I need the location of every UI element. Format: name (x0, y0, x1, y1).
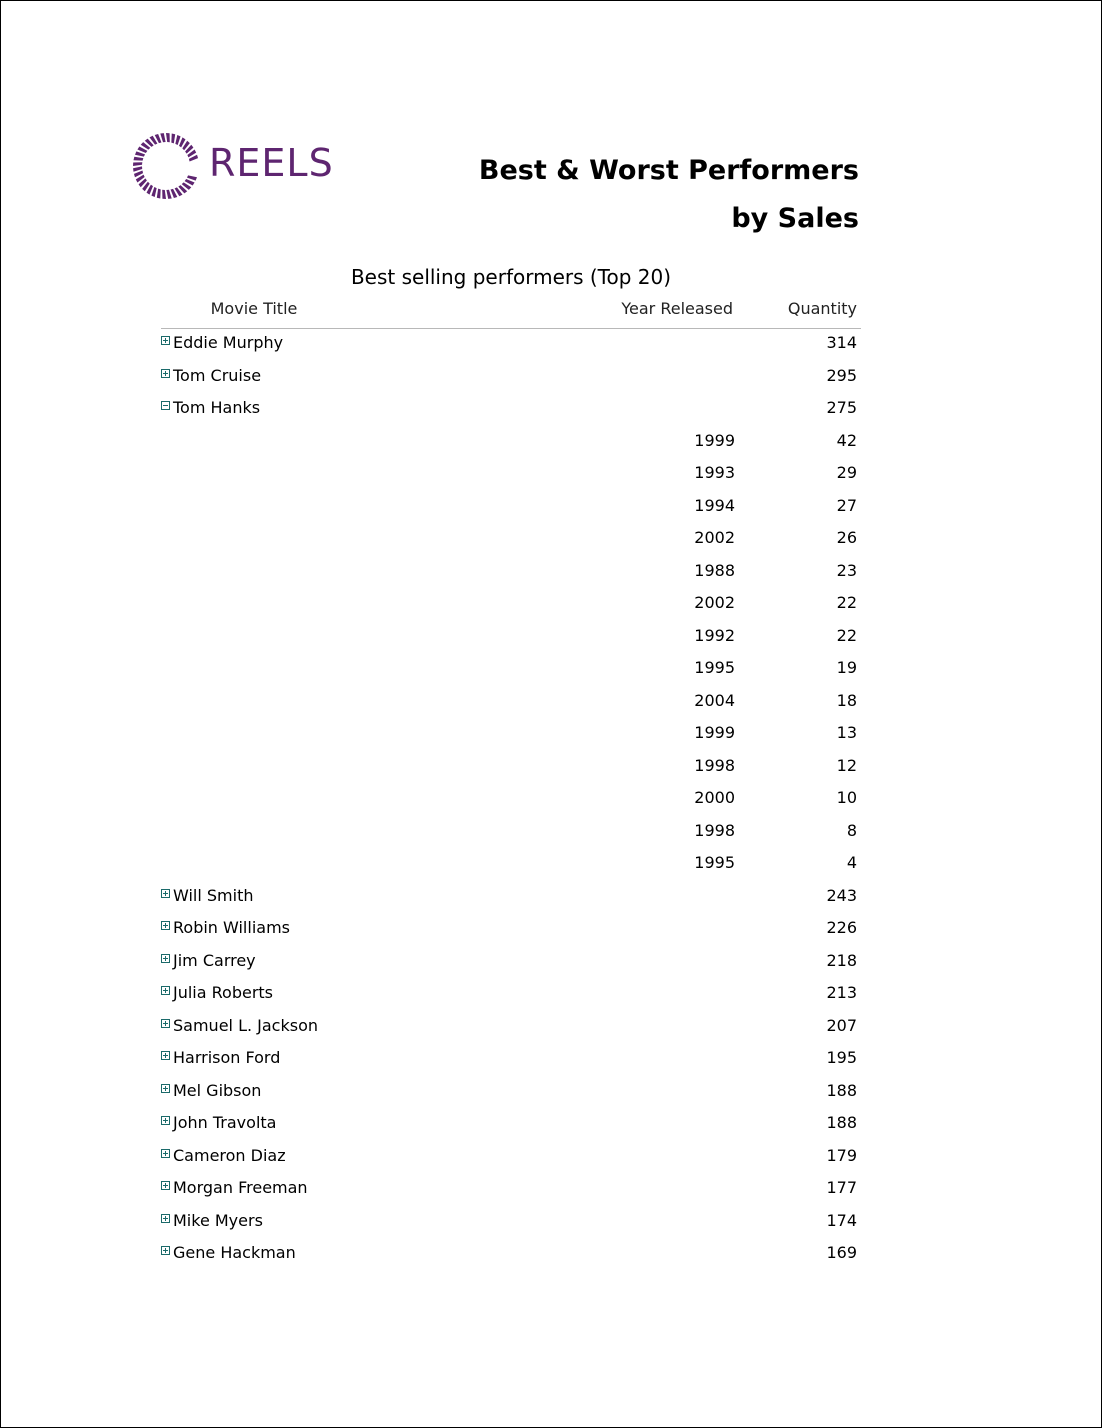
performer-row (161, 1239, 861, 1272)
year-released: 1988 (694, 560, 735, 580)
performer-name: Mike Myers (173, 1210, 263, 1230)
performer-name: Harrison Ford (173, 1048, 281, 1067)
quantity: 27 (836, 495, 857, 515)
expand-icon[interactable] (161, 1181, 170, 1190)
year-released: 2000 (694, 788, 735, 807)
performer-name: John Travolta (173, 1113, 277, 1132)
year-released: 1995 (694, 658, 735, 677)
performer-name: Morgan Freeman (173, 1178, 308, 1197)
quantity: 29 (836, 463, 857, 482)
expand-icon[interactable] (161, 1084, 170, 1093)
quantity: 169 (826, 1243, 857, 1262)
quantity: 226 (826, 918, 857, 937)
detail-row (161, 817, 861, 850)
performer-row (161, 947, 861, 980)
logo-ring-segment (135, 151, 145, 156)
year-released: 1999 (694, 430, 735, 450)
year-released: 1992 (694, 625, 735, 645)
expand-icon[interactable] (161, 986, 170, 995)
quantity: 13 (836, 723, 857, 742)
year-released: 2004 (694, 690, 735, 710)
performer-name: Julia Roberts (173, 983, 274, 1002)
logo-ring-segment (162, 190, 166, 199)
section-title: Best selling performers (Top 20) (350, 265, 672, 289)
quantity: 19 (836, 658, 857, 677)
year-released: 1998 (694, 755, 735, 775)
reels-logo (131, 131, 334, 201)
performer-name: Robin Williams (173, 918, 290, 937)
performer-name: Tom Hanks (173, 398, 261, 417)
quantity: 188 (826, 1080, 857, 1100)
performer-row (161, 1174, 861, 1207)
performer-row (161, 394, 861, 427)
quantity: 8 (846, 820, 857, 840)
performer-row (161, 1142, 861, 1175)
performer-row (161, 1077, 861, 1110)
expand-icon[interactable] (161, 1214, 170, 1223)
quantity: 4 (846, 853, 857, 872)
performer-row (161, 882, 861, 915)
quantity: 188 (826, 1113, 857, 1132)
year-released: 2002 (694, 528, 735, 547)
logo-ring-segment (151, 187, 156, 197)
performer-name: Mel Gibson (173, 1080, 262, 1100)
column-header-movie-title: Movie Title (210, 299, 298, 318)
quantity: 26 (836, 528, 857, 547)
detail-row (161, 524, 861, 557)
collapse-icon[interactable] (161, 401, 170, 410)
performer-name: Samuel L. Jackson (173, 1015, 318, 1035)
expand-icon[interactable] (161, 1116, 170, 1125)
expand-icon[interactable] (161, 1019, 170, 1028)
quantity: 213 (826, 983, 857, 1002)
quantity: 179 (826, 1145, 857, 1165)
performer-row (161, 979, 861, 1012)
year-released: 1993 (694, 463, 735, 482)
logo-ring-segment (187, 175, 197, 180)
detail-row (161, 849, 861, 882)
performer-row (161, 362, 861, 395)
detail-row (161, 557, 861, 590)
performer-name: Will Smith (173, 885, 254, 905)
detail-row (161, 784, 861, 817)
performer-name: Eddie Murphy (173, 333, 284, 352)
quantity: 23 (836, 560, 857, 580)
logo-ring-segment (175, 135, 180, 145)
performer-name: Cameron Diaz (173, 1145, 286, 1165)
report-title-line-1: Best & Worst Performers (478, 155, 859, 186)
quantity: 207 (826, 1015, 857, 1035)
expand-icon[interactable] (161, 1051, 170, 1060)
year-released: 1999 (694, 723, 735, 742)
quantity: 22 (836, 593, 857, 612)
expand-icon[interactable] (161, 369, 170, 378)
logo-ring-segment (166, 190, 171, 199)
performer-row (161, 1012, 861, 1045)
column-header-year-released: Year Released (621, 299, 733, 318)
detail-row (161, 719, 861, 752)
column-header-quantity: Quantity (787, 299, 857, 318)
quantity: 12 (836, 755, 857, 775)
year-released: 2002 (694, 593, 735, 612)
quantity: 275 (826, 398, 857, 417)
expand-icon[interactable] (161, 921, 170, 930)
detail-row (161, 589, 861, 622)
expand-icon[interactable] (161, 889, 170, 898)
quantity: 10 (836, 788, 857, 807)
detail-row (161, 752, 861, 785)
detail-row (161, 459, 861, 492)
performer-name: Gene Hackman (173, 1243, 296, 1262)
logo-ring-segment (133, 162, 142, 166)
quantity: 314 (826, 333, 857, 352)
performer-row (161, 914, 861, 947)
quantity: 177 (826, 1178, 857, 1197)
logo-ring-segment (160, 133, 165, 142)
logo-ring-segment (157, 189, 161, 199)
year-released: 1995 (694, 853, 735, 872)
logo-ring-segment (134, 157, 144, 161)
performer-row (161, 1044, 861, 1077)
performer-row (161, 329, 861, 362)
logo-ring-segment (133, 166, 142, 171)
quantity: 22 (836, 625, 857, 645)
year-released: 1994 (694, 495, 735, 515)
performer-name: Tom Cruise (173, 365, 262, 385)
report-table-body (161, 329, 861, 1272)
detail-row (161, 622, 861, 655)
performer-name: Jim Carrey (173, 950, 256, 970)
logo-text: REELS (209, 141, 334, 185)
quantity: 174 (826, 1210, 857, 1230)
quantity: 195 (826, 1048, 857, 1067)
performer-row (161, 1207, 861, 1240)
expand-icon[interactable] (161, 336, 170, 345)
logo-ring-segment (166, 133, 170, 142)
quantity: 18 (836, 690, 857, 710)
quantity: 218 (826, 950, 857, 970)
detail-row (161, 427, 861, 460)
expand-icon[interactable] (161, 954, 170, 963)
expand-icon[interactable] (161, 1149, 170, 1158)
quantity: 42 (836, 430, 857, 450)
logo-ring-segment (171, 134, 175, 144)
reels-ring-icon (131, 131, 201, 201)
detail-row (161, 654, 861, 687)
performer-row (161, 1109, 861, 1142)
quantity: 243 (826, 885, 857, 905)
year-released: 1998 (694, 820, 735, 840)
expand-icon[interactable] (161, 1246, 170, 1255)
detail-row (161, 492, 861, 525)
quantity: 295 (826, 365, 857, 385)
report-title-line-2: by Sales (731, 203, 859, 234)
detail-row (161, 687, 861, 720)
